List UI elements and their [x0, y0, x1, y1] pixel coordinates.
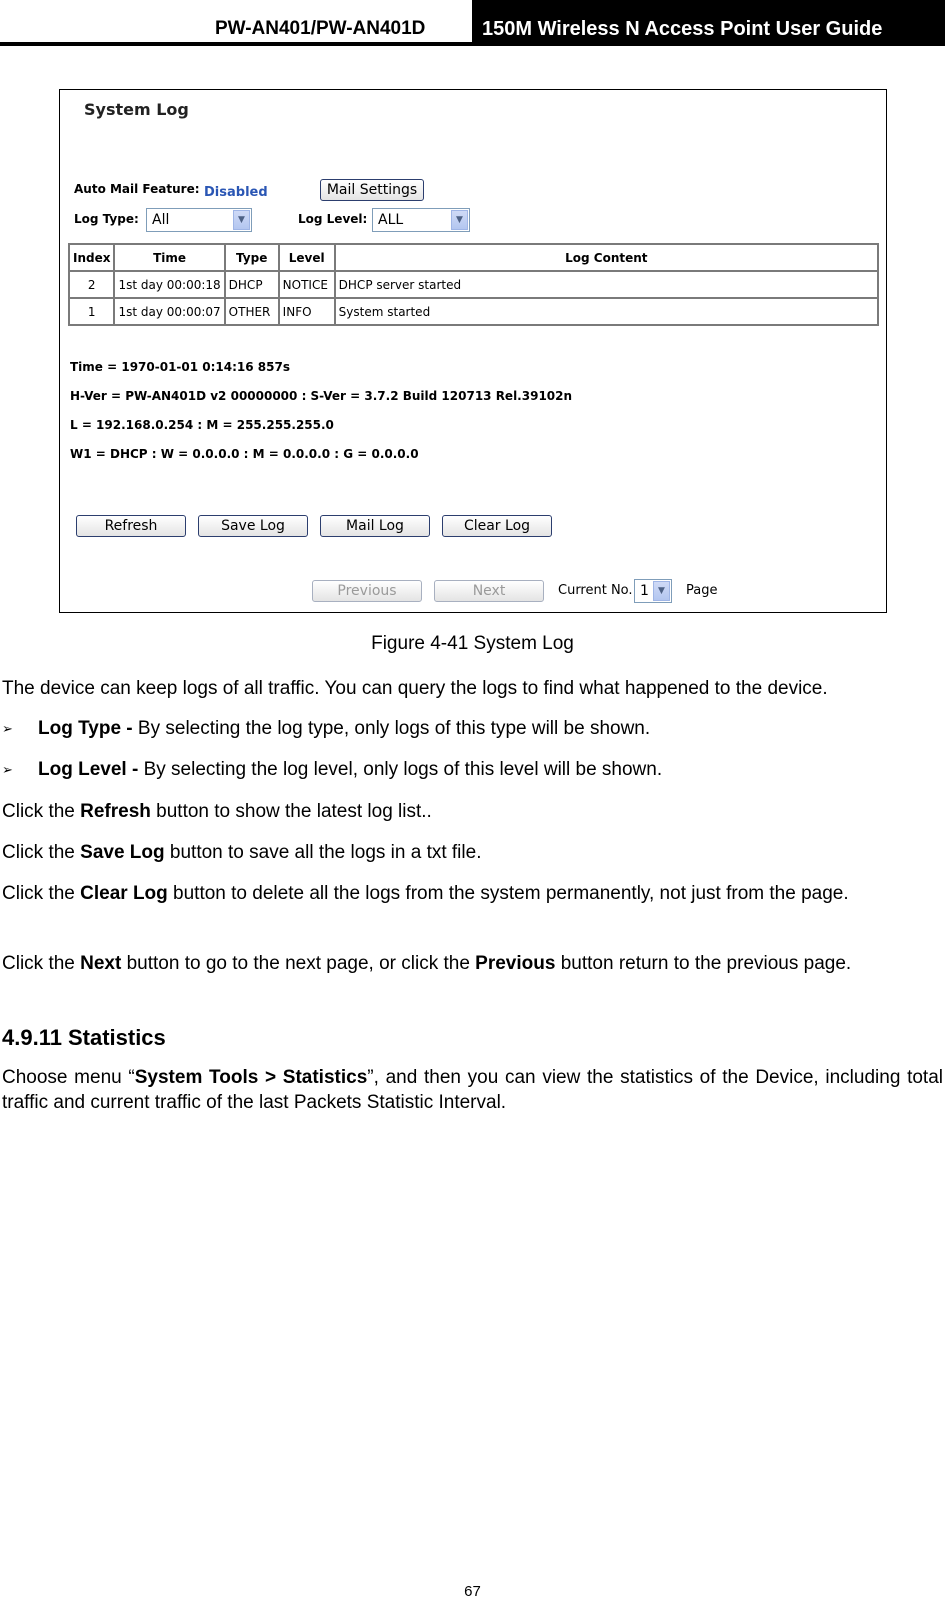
bullet-text: By selecting the log type, only logs of this type will be shown. [132, 718, 651, 739]
cell-level: INFO [279, 298, 335, 325]
statistics-paragraph: Choose menu “System Tools > Statistics”, and then you can view the statistics of the Device, including total traffic and current traffic of the last Packets Statistic Interval. [2, 1067, 944, 1113]
cell-level: NOTICE [279, 271, 335, 298]
log-type-label: Log Type: [74, 212, 139, 226]
column-header: Type [225, 244, 279, 271]
arrow-bullet-icon: ➢ [2, 762, 13, 777]
current-page-select[interactable] [634, 579, 672, 603]
system-log-title: System Log [84, 100, 189, 119]
table-row [69, 298, 878, 325]
next-paragraph: Click the Next button to go to the next page, or click the Previous button return to the previous page. [2, 953, 852, 974]
column-header: Level [279, 244, 335, 271]
chevron-down-icon: ▼ [451, 210, 468, 230]
page-number: 67 [464, 1583, 481, 1600]
cell-content: System started [335, 298, 878, 325]
section-number: 4.9.11 [2, 1025, 62, 1050]
clear-paragraph: Click the Clear Log button to delete all the logs from the system permanently, not just from the page. [2, 883, 849, 904]
info-lan: L = 192.168.0.254 : M = 255.255.255.0 [70, 418, 334, 432]
refresh-paragraph: Click the Refresh button to show the latest log list.. [2, 801, 432, 822]
header-model: PW-AN401/PW-AN401D [215, 18, 426, 39]
system-log-screenshot [59, 89, 887, 613]
previous-button[interactable]: Previous [312, 580, 422, 602]
header-rule [0, 42, 945, 46]
log-type-value: All [152, 212, 170, 228]
log-level-value: ALL [378, 212, 404, 228]
cell-content: DHCP server started [335, 271, 878, 298]
log-type-select[interactable] [146, 208, 252, 232]
mail-log-button[interactable]: Mail Log [320, 515, 430, 537]
section-title: Statistics [67, 1025, 166, 1050]
column-header: Time [114, 244, 224, 271]
save-log-button[interactable]: Save Log [198, 515, 308, 537]
save-paragraph: Click the Save Log button to save all the logs in a txt file. [2, 842, 482, 863]
cell-time: 1st day 00:00:07 [114, 298, 224, 325]
arrow-bullet-icon: ➢ [2, 721, 13, 736]
info-version: H-Ver = PW-AN401D v2 00000000 : S-Ver = 3.7.2 Build 120713 Rel.39102n [70, 389, 573, 403]
header-title: 150M Wireless N Access Point User Guide [472, 0, 945, 45]
bullet-text: By selecting the log level, only logs of this level will be shown. [138, 759, 663, 780]
refresh-button[interactable]: Refresh [76, 515, 186, 537]
intro-paragraph: The device can keep logs of all traffic. You can query the logs to find what happened to the device. [2, 678, 828, 699]
chevron-down-icon: ▼ [233, 210, 250, 230]
cell-time: 1st day 00:00:18 [114, 271, 224, 298]
log-level-select[interactable] [372, 208, 470, 232]
clear-log-button[interactable]: Clear Log [442, 515, 552, 537]
page-label: Page [686, 583, 718, 598]
bullet-term: Log Type - [38, 718, 133, 739]
auto-mail-label: Auto Mail Feature: [74, 182, 200, 196]
figure-caption: Figure 4-41 System Log [371, 633, 574, 654]
cell-type: OTHER [225, 298, 279, 325]
cell-index: 1 [69, 298, 114, 325]
mail-settings-button[interactable]: Mail Settings [320, 179, 424, 201]
chevron-down-icon: ▼ [653, 581, 670, 601]
auto-mail-status: Disabled [204, 185, 268, 200]
log-table-header [69, 244, 878, 271]
column-header: Log Content [335, 244, 878, 271]
cell-index: 2 [69, 271, 114, 298]
column-header: Index [69, 244, 114, 271]
cell-type: DHCP [225, 271, 279, 298]
log-level-label: Log Level: [298, 212, 368, 226]
info-wan: W1 = DHCP : W = 0.0.0.0 : M = 0.0.0.0 : G = 0.0.0.0 [70, 447, 419, 461]
table-row [69, 271, 878, 298]
current-page-value: 1 [640, 583, 649, 599]
info-time: Time = 1970-01-01 0:14:16 857s [70, 360, 291, 374]
log-table [68, 243, 879, 326]
section-heading [2, 1025, 166, 1051]
current-no-label: Current No. [558, 583, 633, 598]
bullet-term: Log Level - [38, 759, 139, 780]
next-button[interactable]: Next [434, 580, 544, 602]
